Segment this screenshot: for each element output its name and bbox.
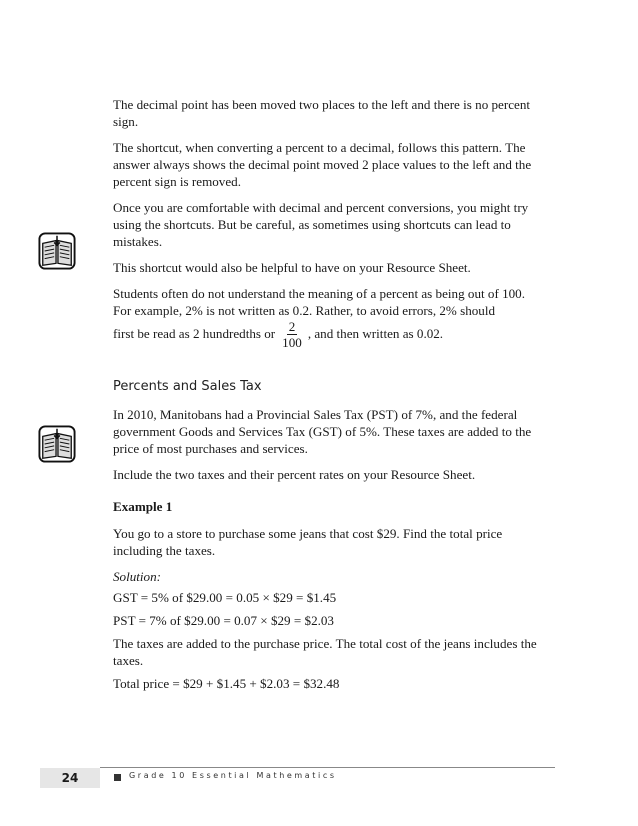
- explanation: The taxes are added to the purchase price. The total cost of the jeans includes the taxes.: [113, 636, 537, 668]
- paragraph: The shortcut, when converting a percent to a decimal, follows this pattern. The answer always shows the decimal point moved 2 place values to the left and the percent sign is removed.: [113, 140, 532, 189]
- footer-title: Grade 10 Essential Mathematics: [129, 771, 337, 780]
- section-heading: Percents and Sales Tax: [113, 379, 262, 394]
- paragraph: Once you are comfortable with decimal and percent conversions, you might try using the shortcuts. But be careful, as sometimes using shortcuts can lead to mistakes.: [113, 200, 529, 249]
- resource-sheet-book-icon: [38, 232, 76, 270]
- fraction-denominator: 100: [282, 334, 302, 350]
- fraction-suffix: , and then written as 0.02.: [307, 326, 444, 341]
- paragraph: In 2010, Manitobans had a Provincial Sales Tax (PST) of 7%, and the federal government Goods and Services Tax (GST) of 5%. These taxes are added to the price of most purchases and services.: [113, 407, 532, 456]
- resource-sheet-book-icon: [38, 425, 76, 463]
- example-title: Example 1: [113, 499, 173, 514]
- fraction-numerator: 2: [288, 318, 296, 334]
- fraction: [280, 319, 304, 350]
- fraction-prefix: first be read as 2 hundredths or: [113, 326, 276, 341]
- paragraph: Students often do not understand the meaning of a percent as being out of 100. For example, 2% is not written as 0.2. Rather, to avoid errors, 2% should: [113, 286, 525, 318]
- total-equation: Total price = $29 + $1.45 + $2.03 = $32.48: [113, 676, 340, 691]
- page-content: [113, 96, 543, 698]
- paragraph: This shortcut would also be helpful to have on your Resource Sheet.: [113, 260, 471, 275]
- footer-bullet: [114, 774, 121, 781]
- example-problem: You go to a store to purchase some jeans that cost $29. Find the total price including the taxes.: [113, 526, 503, 558]
- paragraph: Include the two taxes and their percent rates on your Resource Sheet.: [113, 467, 476, 482]
- footer-divider: [100, 767, 555, 768]
- solution-label: Solution:: [113, 569, 162, 584]
- gst-equation: GST = 5% of $29.00 = 0.05 × $29 = $1.45: [113, 590, 337, 605]
- pst-equation: PST = 7% of $29.00 = 0.07 × $29 = $2.03: [113, 613, 334, 628]
- paragraph: The decimal point has been moved two places to the left and there is no percent sign.: [113, 97, 531, 129]
- page-number: 24: [40, 768, 100, 788]
- fraction-line: [113, 315, 543, 353]
